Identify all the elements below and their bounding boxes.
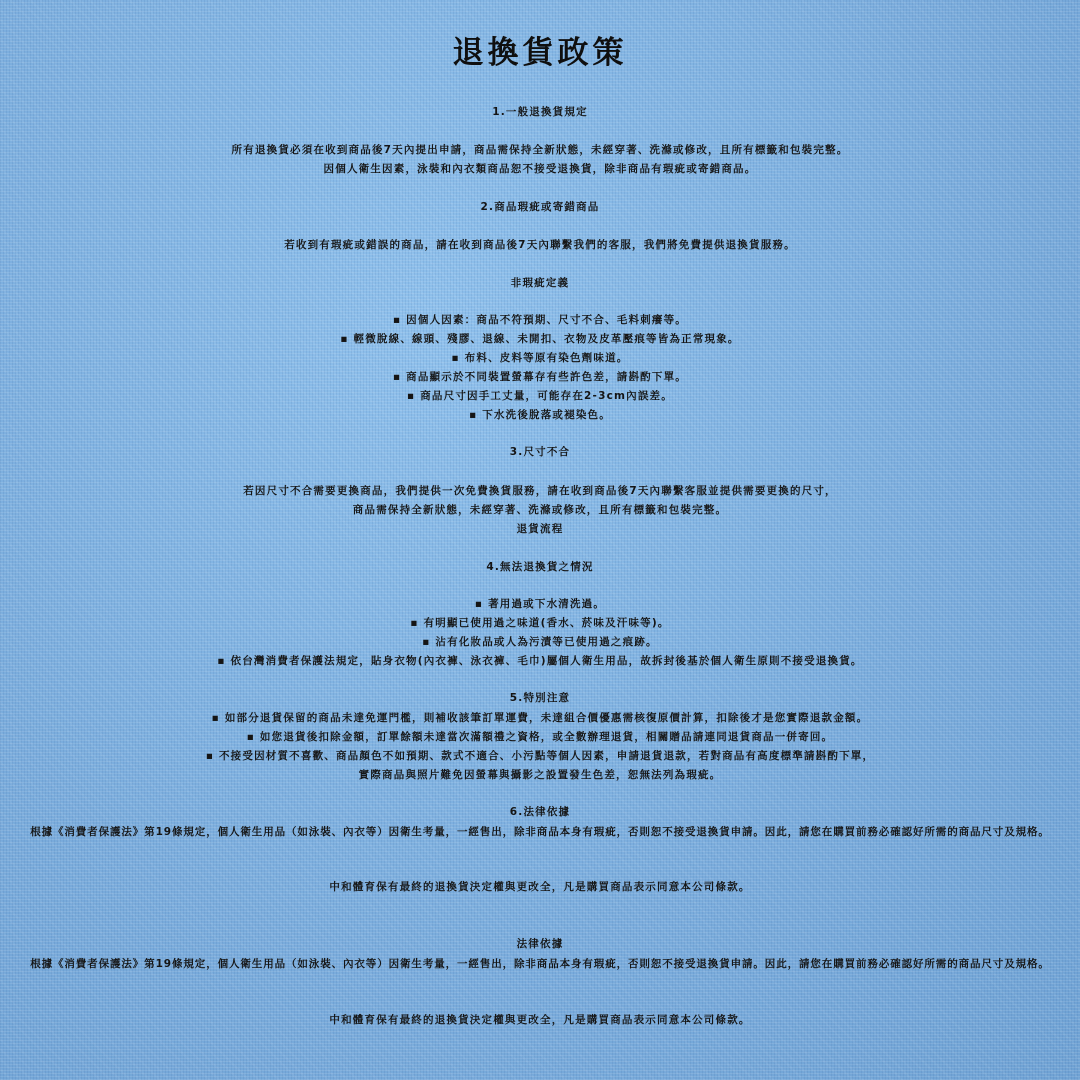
section-1-line-1: 所有退換貨必須在收到商品後7天內提出申請，商品需保持全新狀態，未經穿著、洗滌或修改，且所有標籤和包裝完整。	[231, 144, 849, 156]
section-1-line-2: 因個人衛生因素，泳裝和內衣類商品恕不接受退換貨，除非商品有瑕疵或寄錯商品。	[323, 163, 757, 175]
section-3-heading: 3.尺寸不合	[509, 446, 571, 458]
section-3-line-2: 商品需保持全新狀態，未經穿著、洗滌或修改，且所有標籤和包裝完整。	[352, 504, 728, 516]
no-return-item: ▪ 沾有化妝品或人為污漬等已使用過之痕跡。	[422, 636, 658, 648]
non-defect-item: ▪ 下水洗後脫落或褪染色。	[469, 409, 611, 421]
section-3-line-3: 退貨流程	[516, 523, 564, 535]
section-3-line-1: 若因尺寸不合需要更換商品，我們提供一次免費換貨服務，請在收到商品後7天內聯繫客服並提供需要更換的尺寸，	[243, 485, 837, 497]
non-defect-item: ▪ 因個人因素：商品不符預期、尺寸不合、毛料刺癢等。	[393, 314, 687, 326]
section-2-heading: 2.商品瑕疵或寄錯商品	[480, 201, 600, 213]
section-6-closing: 中和體育保有最終的退換貨決定權與更改全，凡是購買商品表示同意本公司條款。	[329, 881, 751, 893]
non-defect-item: ▪ 商品尺寸因手工丈量，可能存在2-3cm內誤差。	[407, 390, 673, 402]
non-defect-item: ▪ 輕微脫線、線頭、殘膠、退線、未開扣、衣物及皮革壓痕等皆為正常現象。	[340, 333, 740, 345]
section-4-heading: 4.無法退換貨之情況	[486, 561, 594, 573]
section-5-heading: 5.特別注意	[509, 692, 571, 704]
section-1-heading: 1.一般退換貨規定	[492, 106, 588, 118]
non-defect-heading: 非瑕疵定義	[510, 277, 570, 289]
no-return-item: ▪ 依台灣消費者保護法規定，貼身衣物(內衣褲、泳衣褲、毛巾)屬個人衛生用品，故拆封後基於個人衛生原則不接受退換貨。	[217, 655, 863, 667]
section-2-line-1: 若收到有瑕疵或錯誤的商品，請在收到商品後7天內聯繫我們的客服，我們將免費提供退換貨服務。	[284, 239, 796, 251]
notice-last-line: 實際商品與照片難免因螢幕與攝影之設置發生色差，恕無法列為瑕疵。	[358, 769, 722, 781]
no-return-item: ▪ 著用過或下水清洗過。	[474, 598, 606, 610]
non-defect-item: ▪ 商品顯示於不同裝置螢幕存有些許色差，請斟酌下單。	[393, 371, 687, 383]
notice-item: ▪ 不接受因材質不喜歡、商品顏色不如預期、款式不適合、小污點等個人因素，申請退貨退款，若對商品有高度標準請斟酌下單，	[205, 750, 875, 762]
section-6-heading: 6.法律依據	[509, 806, 571, 818]
no-return-item: ▪ 有明顯已使用過之味道(香水、菸味及汗味等)。	[410, 617, 670, 629]
notice-item: ▪ 如您退貨後扣除金額，訂單餘額未達當次滿額禮之資格，或全數辦理退貨，相關贈品請連同退貨商品一併寄回。	[246, 731, 834, 743]
section-7-heading: 法律依據	[516, 938, 564, 950]
section-6-paragraph: 根據《消費者保護法》第19條規定，個人衛生用品（如泳裝、內衣等）因衛生考量，一經售出，除非商品本身有瑕疵，否則恕不接受退換貨申請。因此，請您在購買前務必確認好所需的商品尺寸及規格。	[30, 826, 1050, 838]
non-defect-item: ▪ 布料、皮料等原有染色劑味道。	[451, 352, 629, 364]
section-7-paragraph: 根據《消費者保護法》第19條規定，個人衛生用品（如泳裝、內衣等）因衛生考量，一經售出，除非商品本身有瑕疵，否則恕不接受退換貨申請。因此，請您在購買前務必確認好所需的商品尺寸及規格。	[30, 958, 1050, 970]
page-title: 退換貨政策	[452, 35, 628, 71]
section-7-closing: 中和體育保有最終的退換貨決定權與更改全，凡是購買商品表示同意本公司條款。	[329, 1014, 751, 1026]
notice-item: ▪ 如部分退貨保留的商品未達免運門檻，則補收該筆訂單運費，未達組合價優惠需核復原價計算，扣除後才是您實際退款金額。	[211, 712, 869, 724]
